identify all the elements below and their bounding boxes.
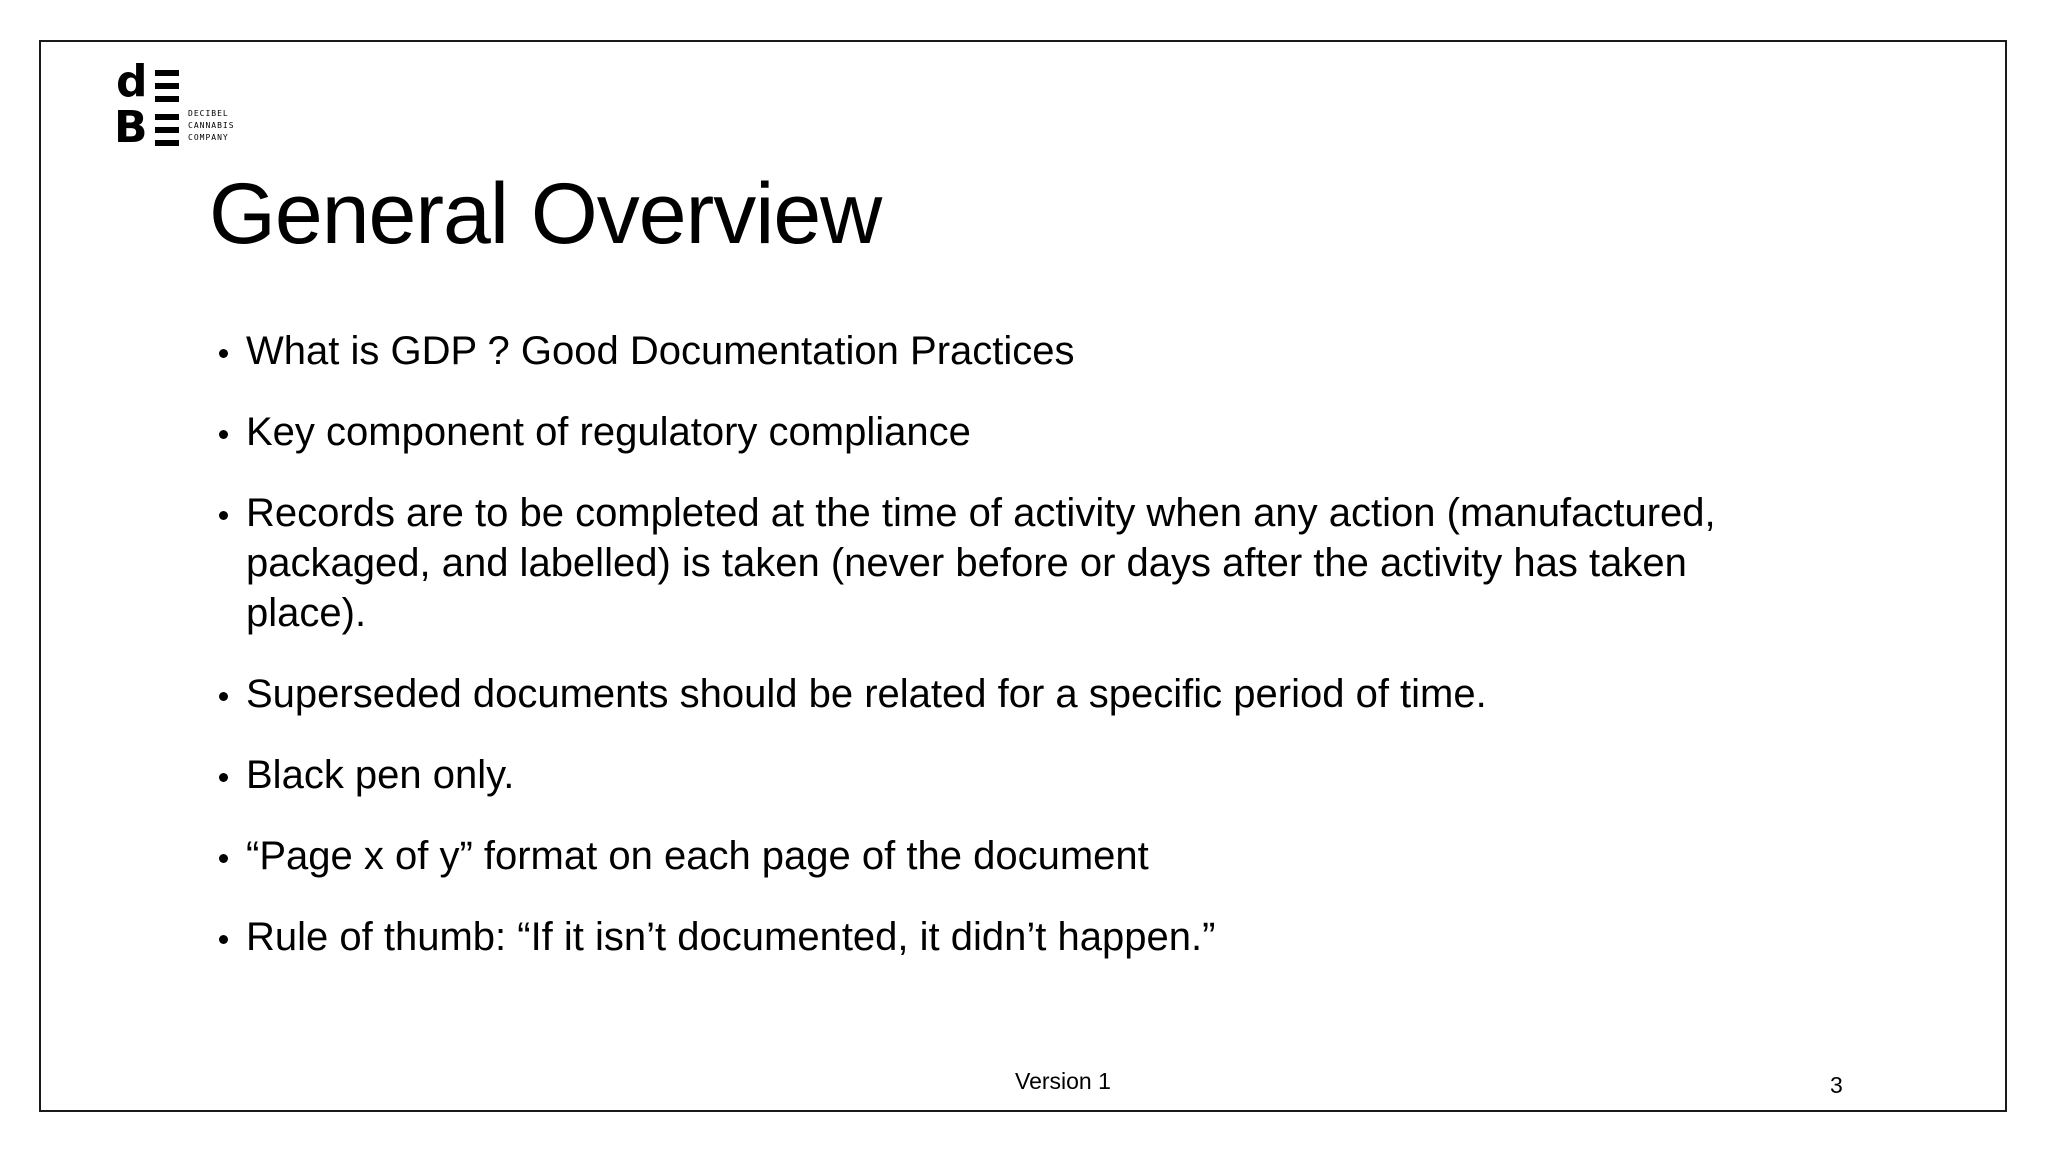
logo-bars-top xyxy=(155,70,179,109)
bullet-text: Rule of thumb: “If it isn’t documented, it didn’t happen.” xyxy=(246,915,1216,959)
bullet-item xyxy=(210,831,1810,881)
page-number: 3 xyxy=(1830,1072,1843,1098)
logo-line-3: COMPANY xyxy=(188,133,229,142)
logo-bars-bottom xyxy=(155,114,179,153)
bullet-item xyxy=(210,488,1810,638)
logo-letter-d: d xyxy=(116,56,148,107)
bullet-dot-icon xyxy=(219,935,228,944)
logo-line-1: DECIBEL xyxy=(188,109,229,118)
bullet-list xyxy=(210,326,1810,993)
bullet-dot-icon xyxy=(219,430,228,439)
logo-letter-b: B xyxy=(114,102,148,153)
slide-title: General Overview xyxy=(209,166,882,262)
logo-wordmark xyxy=(188,108,235,144)
company-logo xyxy=(114,56,244,156)
bullet-item xyxy=(210,912,1810,962)
bullet-dot-icon xyxy=(219,773,228,782)
bullet-item xyxy=(210,750,1810,800)
bullet-text: What is GDP ? Good Documentation Practices xyxy=(246,329,1075,373)
bullet-dot-icon xyxy=(219,349,228,358)
bullet-item xyxy=(210,407,1810,457)
bullet-text: Black pen only. xyxy=(246,753,515,797)
bullet-dot-icon xyxy=(219,854,228,863)
bullet-dot-icon xyxy=(219,692,228,701)
bullet-text: “Page x of y” format on each page of the document xyxy=(246,834,1149,878)
bullet-text: Records are to be completed at the time of activity when any action (manufactured, packaged, and labelled) is taken (never before or days after the activity has taken place). xyxy=(246,491,1716,635)
footer-version: Version 1 xyxy=(1015,1068,1111,1094)
bullet-item xyxy=(210,326,1810,376)
bullet-text: Superseded documents should be related for a specific period of time. xyxy=(246,672,1487,716)
bullet-dot-icon xyxy=(219,511,228,520)
bullet-text: Key component of regulatory compliance xyxy=(246,410,971,454)
logo-line-2: CANNABIS xyxy=(188,121,235,130)
bullet-item xyxy=(210,669,1810,719)
